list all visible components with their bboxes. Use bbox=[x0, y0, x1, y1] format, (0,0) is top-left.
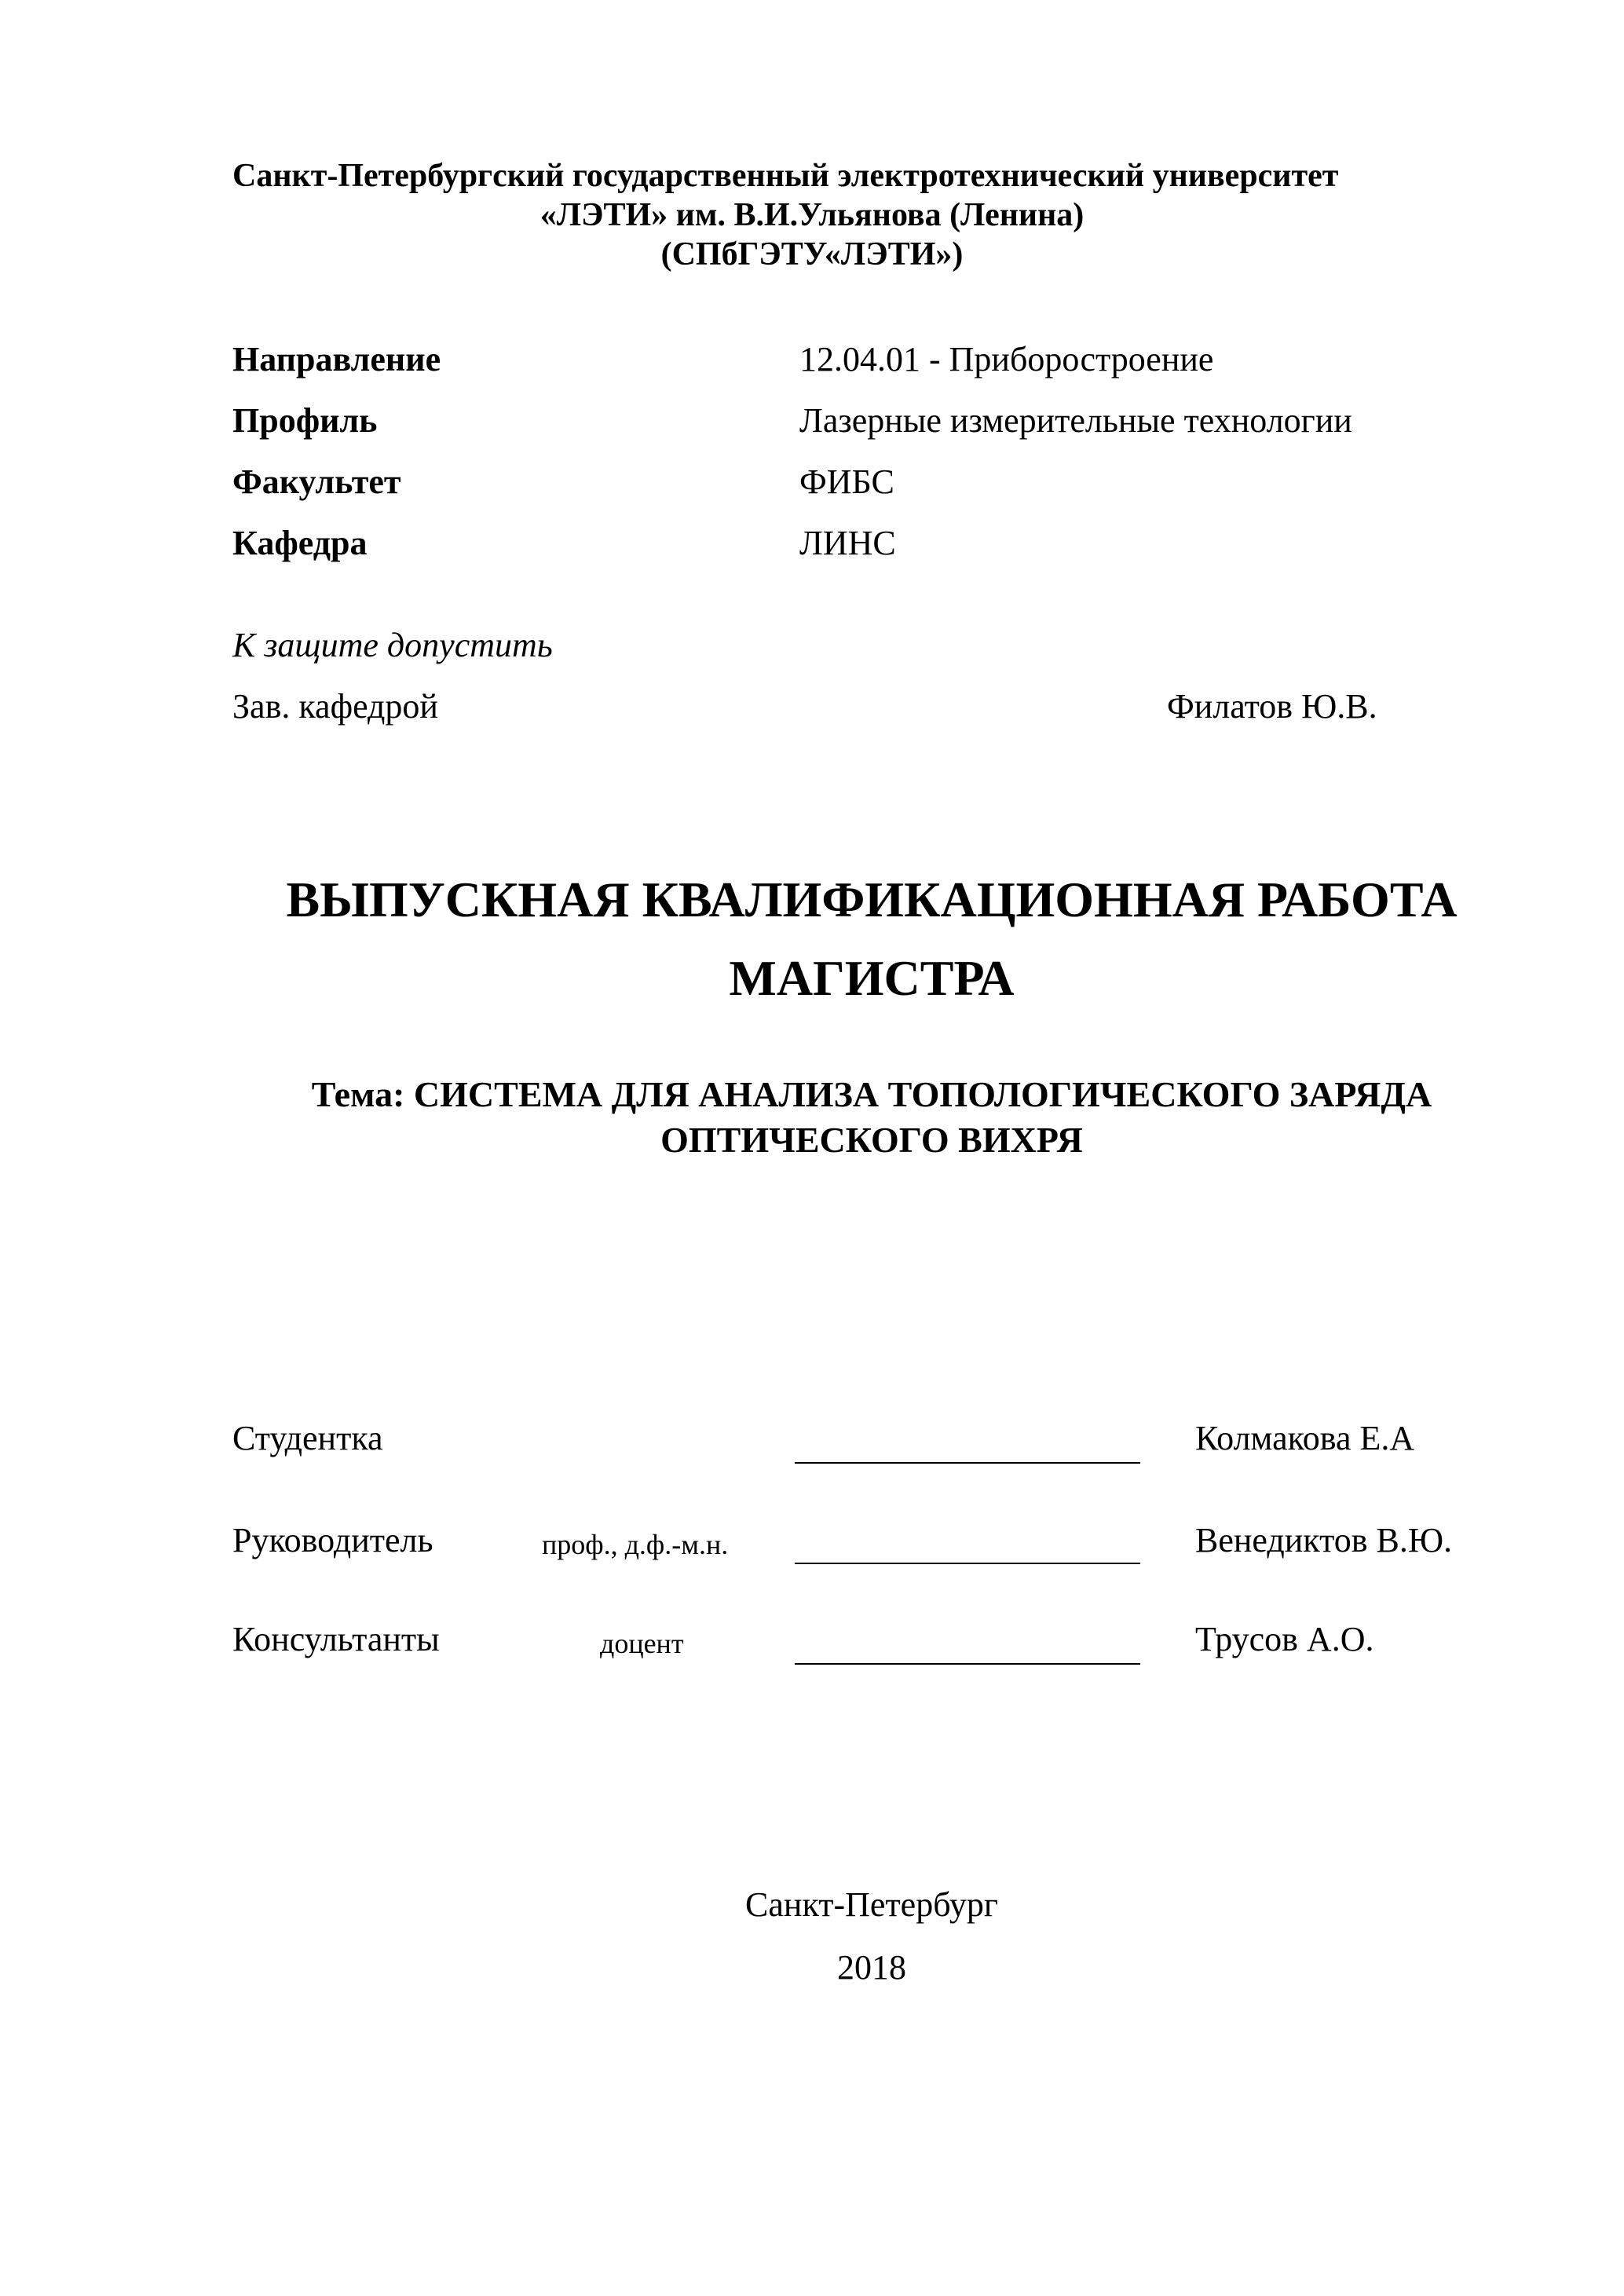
theme-line-1: Тема: СИСТЕМА ДЛЯ АНАЛИЗА ТОПОЛОГИЧЕСКОГО ЗАРЯДА bbox=[311, 1074, 1432, 1114]
signature-degree-consultant: доцент bbox=[600, 1628, 684, 1659]
meta-label-direction: Направление bbox=[232, 340, 441, 378]
university-name-line-1: Санкт-Петербургский государственный электротехнический университет bbox=[232, 158, 1339, 194]
document-title-line-1: ВЫПУСКНАЯ КВАЛИФИКАЦИОННАЯ РАБОТА bbox=[286, 872, 1458, 927]
meta-value-direction: 12.04.01 - Приборостроение bbox=[799, 340, 1214, 378]
meta-label-department: Кафедра bbox=[232, 524, 368, 562]
admission-name: Филатов Ю.В. bbox=[1167, 687, 1377, 726]
signature-name-consultant: Трусов А.О. bbox=[1195, 1620, 1374, 1658]
meta-label-faculty: Факультет bbox=[232, 462, 401, 501]
signature-line-consultant bbox=[795, 1663, 1140, 1665]
signature-name-student: Колмакова Е.А bbox=[1195, 1419, 1415, 1457]
meta-label-profile: Профиль bbox=[232, 401, 378, 440]
signature-role-student: Студентка bbox=[232, 1419, 383, 1457]
signature-line-supervisor bbox=[795, 1563, 1140, 1564]
meta-value-profile: Лазерные измерительные технологии bbox=[799, 401, 1352, 440]
footer-year: 2018 bbox=[837, 1948, 906, 1987]
meta-value-department: ЛИНС bbox=[799, 524, 896, 562]
admission-label: К защите допустить bbox=[232, 626, 553, 664]
signature-line-student bbox=[795, 1462, 1140, 1464]
signature-degree-supervisor: проф., д.ф.-м.н. bbox=[542, 1529, 729, 1560]
university-name-line-2: «ЛЭТИ» им. В.И.Ульянова (Ленина) bbox=[540, 197, 1084, 233]
university-abbreviation: (СПбГЭТУ«ЛЭТИ») bbox=[660, 236, 964, 272]
admission-role: Зав. кафедрой bbox=[232, 687, 438, 726]
signature-role-consultants: Консультанты bbox=[232, 1620, 440, 1658]
meta-value-faculty: ФИБС bbox=[799, 462, 894, 501]
signature-name-supervisor: Венедиктов В.Ю. bbox=[1195, 1521, 1453, 1559]
theme-line-2: ОПТИЧЕСКОГО ВИХРЯ bbox=[660, 1120, 1083, 1160]
footer-city: Санкт-Петербург bbox=[745, 1885, 998, 1924]
document-title-line-2: МАГИСТРА bbox=[729, 950, 1015, 1006]
signature-role-supervisor: Руководитель bbox=[232, 1521, 433, 1559]
